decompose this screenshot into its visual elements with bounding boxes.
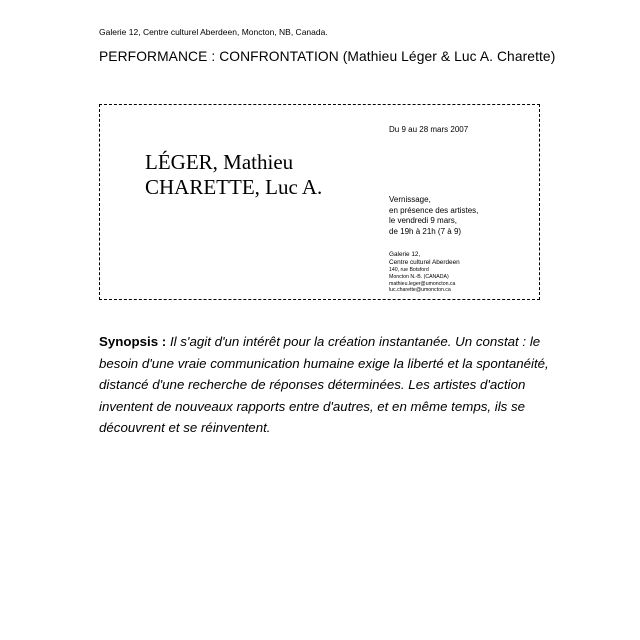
vernissage-info	[389, 195, 478, 237]
venue-name	[389, 251, 460, 267]
synopsis-text: Il s'agit d'un intérêt pour la création instantanée. Un constat : le besoin d'une vraie communication humaine exige la liberté et la spontanéité, distancé d'une recherche de réponses déterminées. Les artistes d'action inventent de nouveaux rapports entre d'autres, et en même temps, ils se découvrent et se réinventent.	[99, 334, 549, 436]
venue-city-line: Moncton N.-B. (CANADA)	[389, 273, 449, 280]
vernissage-line: le vendredi 9 mars,	[389, 216, 458, 225]
vernissage-line: en présence des artistes,	[389, 205, 479, 215]
header-source-line: Galerie 12, Centre culturel Aberdeen, Moncton, NB, Canada.	[99, 27, 328, 37]
artist-name-leger: LÉGER, Mathieu	[145, 150, 294, 174]
vernissage-line: de 19h à 21h (7 à 9)	[389, 226, 462, 236]
venue-address-line: 140, rue Botsford	[389, 267, 429, 273]
exhibition-dates: Du 9 au 28 mars 2007	[389, 125, 469, 134]
synopsis-label: Synopsis :	[99, 334, 167, 349]
artist-names	[145, 150, 322, 200]
artist-name-charette: CHARETTE, Luc A.	[145, 175, 323, 199]
synopsis-paragraph	[99, 331, 549, 439]
venue-contact	[389, 267, 455, 294]
invitation-card	[99, 104, 540, 300]
contact-email: luc.charette@umoncton.ca	[389, 287, 451, 294]
document-title: PERFORMANCE : CONFRONTATION (Mathieu Léger & Luc A. Charette)	[99, 49, 556, 64]
venue-line: Galerie 12,	[389, 251, 421, 258]
vernissage-line: Vernissage,	[389, 195, 431, 204]
venue-line: Centre culturel Aberdeen	[389, 259, 460, 266]
contact-email: mathieu.leger@umoncton.ca	[389, 280, 456, 287]
